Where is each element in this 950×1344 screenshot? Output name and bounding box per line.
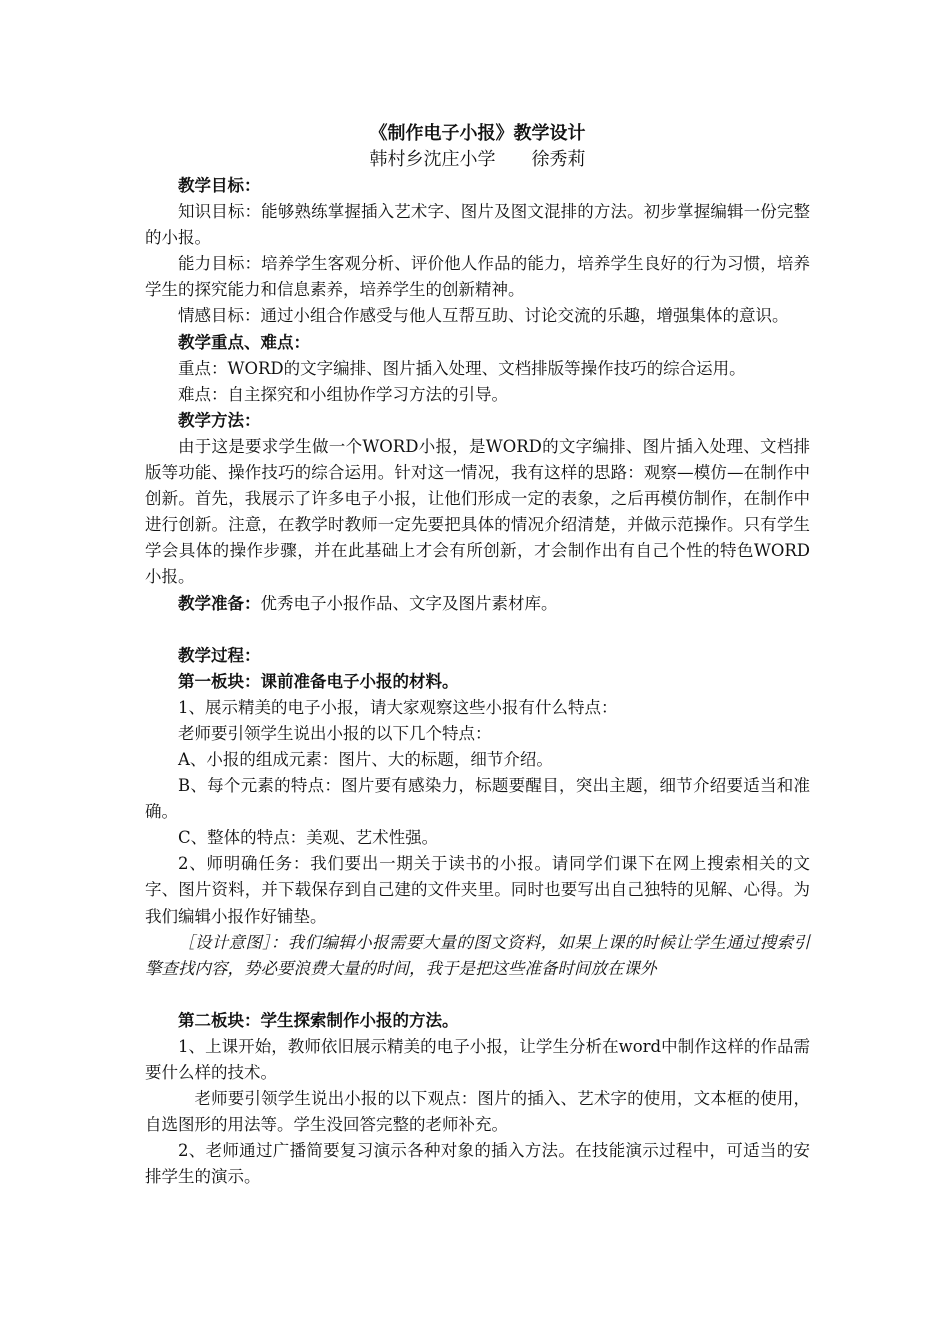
document-title: 《制作电子小报》教学设计	[369, 123, 586, 144]
objectives-heading: 教学目标：	[178, 176, 261, 195]
blank-line	[145, 617, 810, 643]
prep-paragraph	[145, 591, 810, 617]
prep-text: 优秀电子小报作品、文字及图片素材库。	[260, 593, 558, 613]
methods-heading: 教学方法：	[178, 410, 261, 430]
keypoints-heading: 教学重点、难点：	[178, 332, 310, 352]
emotion-objective: 情感目标：通过小组合作感受与他人互帮互助、讨论交流的乐趣，增强集体的意识。	[178, 306, 789, 326]
block2-item-1: 1、上课开始，教师依旧展示精美的电子小报，让学生分析在word中制作这样的作品需要什么样的技术。	[145, 1036, 810, 1082]
block1-item-3: A、小报的组成元素：图片、大的标题，细节介绍。	[178, 749, 553, 769]
block2-item-3: 2、老师通过广播简要复习演示各种对象的插入方法。在技能演示过程中，可适当的安排学生的演示。	[145, 1141, 810, 1187]
block2-heading: 第二板块：学生探索制作小报的方法。	[178, 1010, 459, 1030]
block2-item-2: 老师要引领学生说出小报的以下观点：图片的插入、艺术字的使用，文本框的使用，自选图形的用法等。学生没回答完整的老师补充。	[145, 1089, 810, 1135]
block1-item-6: 2、师明确任务：我们要出一期关于读书的小报。请同学们课下在网上搜索相关的文字、图片资料，并下载保存到自己建的文件夹里。同时也要写出自己独特的见解、心得。为我们编辑小报作好铺垫。	[145, 854, 810, 926]
key-point: 重点：WORD的文字编排、图片插入处理、文档排版等操作技巧的综合运用。	[178, 358, 746, 378]
difficulty-point: 难点：自主探究和小组协作学习方法的引导。	[178, 384, 508, 404]
design-intent: ［设计意图］：我们编辑小报需要大量的图文资料，如果上课的时候让学生通过搜索引擎查找内容，势必要浪费大量的时间，我于是把这些准备时间放在课外	[145, 932, 810, 978]
block1-heading: 第一板块：课前准备电子小报的材料。	[178, 671, 459, 691]
block1-item-2: 老师要引领学生说出小报的以下几个特点：	[178, 723, 492, 743]
knowledge-objective: 知识目标：能够熟练掌握插入艺术字、图片及图文混排的方法。初步掌握编辑一份完整的小报。	[145, 202, 810, 248]
methods-text: 由于这是要求学生做一个WORD小报，是WORD的文字编排、图片插入处理、文档排版等功能、操作技巧的综合运用。针对这一情况，我有这样的思路：观察—模仿—在制作中创新。首先，我展示了许多电子小报，让他们形成一定的表象，之后再模仿制作，在制作中进行创新。注意，在教学时教师一定先要把具体的情况介绍清楚，并做示范操作。只有学生学会具体的操作步骤，并在此基础上才会有所创新，才会制作出有自己个性的特色WORD小报。	[145, 436, 810, 587]
blank-line	[145, 982, 810, 1008]
prep-heading: 教学准备：	[178, 593, 261, 613]
block1-item-1: 1、展示精美的电子小报，请大家观察这些小报有什么特点：	[178, 697, 618, 717]
block1-item-5: C、整体的特点：美观、艺术性强。	[178, 828, 439, 848]
author-line: 韩村乡沈庄小学 徐秀莉	[369, 149, 586, 170]
ability-objective: 能力目标：培养学生客观分析、评价他人作品的能力，培养学生良好的行为习惯，培养学生的探究能力和信息素养，培养学生的创新精神。	[145, 254, 810, 300]
block1-item-4: B、每个元素的特点：图片要有感染力，标题要醒目，突出主题，细节介绍要适当和准确。	[145, 776, 810, 822]
document-body	[145, 121, 810, 1190]
process-heading: 教学过程：	[178, 645, 261, 665]
